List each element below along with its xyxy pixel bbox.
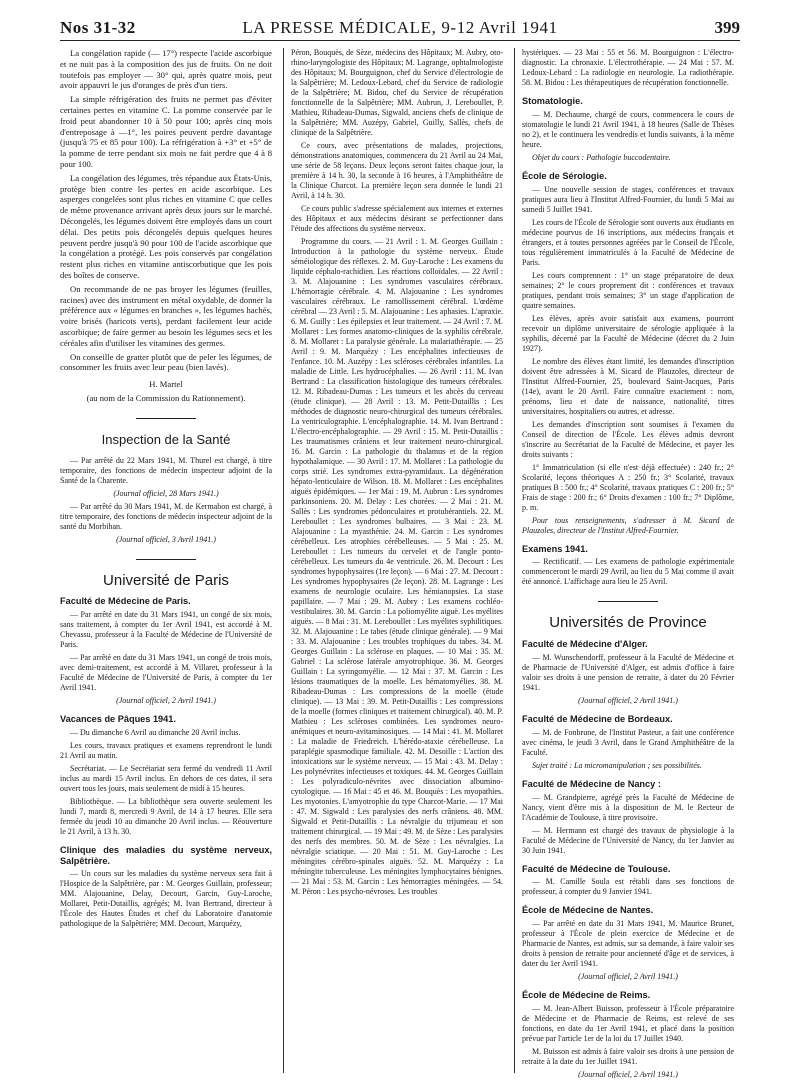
notice: — M. Hermann est chargé des travaux de physiologie à la Faculté de Médecine de l'Université de Nancy, du 1er Janvier au 30 Juin 1941. xyxy=(522,825,734,855)
section-title: Inspection de la Santé xyxy=(101,431,231,447)
source: (Journal officiel, 2 Avril 1941.) xyxy=(578,695,678,705)
subsection-title: Examens 1941. xyxy=(522,543,588,554)
notice: — Un cours sur les maladies du système nerveux sera fait à l'Hospice de la Salpêtrière, par : M. Georges Guillain, professeur; MM. Alajouanine, Delay, Decourt, Garcin, Guy-Laroche, Mollaret, Petit-Dutaillis, agrégés; M. Ivan Bertrand, directeur à l'École des Hautes Études et chef du Laboratoire d'anatomie pathologique de la Salpêtrière; MM. Decourt, Marquézy, xyxy=(60,869,272,929)
subsection-title: École de Médecine de Nantes. xyxy=(522,905,654,916)
subsection-title: Faculté de Médecine de Nancy : xyxy=(522,778,661,789)
column-3 xyxy=(522,48,734,1078)
section-separator xyxy=(136,418,196,419)
section-separator xyxy=(136,559,196,560)
paragraph: Péron, Bouquès, de Sèze, médecins des Hôpitaux; M. Aubry, oto-rhino-laryngologiste des Hôpitaux; M. Lagrange, ophtalmologiste des Hôpitaux; M. Bourguignon, chef du Service d'électrologie de la Salpêtrière; M. Ledoux-Lebard, chef du Service de radiologie de la Salpêtrière; M. Bidou, chef du Service de récupération fonctionnelle de la Salpêtrière; MM. Aubrun, J. Lereboullet, P. Mathieu, Ribadeau-Dumas, Sigwald, anciens chefs de clinique de la Salpêtrière; MM. Auzépy, Gabriel, Guilly, Sallès, chefs de clinique de la Salpêtrière. xyxy=(291,48,503,137)
notice: Le nombre des élèves étant limité, les demandes d'inscription doivent être adressées à M. Sicard de Plauzoles, directeur de l'Institut Alfred-Fournier, 25, boulevard Saint-Jacques, Paris (14e), avant le 20 Avril. Faire connaître exactement : nom, prénoms, lieu et date de naissance, nationalité, titres universitaires, hospitaliers ou autres, et adresse. xyxy=(522,356,734,416)
page-number: 399 xyxy=(714,18,740,37)
notice: — M. Jean-Albert Buisson, professeur à l'École préparatoire de Médecine et de Pharmacie de Reims, est relevé de ses fonctions, en date du 1er Avril 1941, et placé dans la position prévue par l'article 1er de la loi du 17 Juillet 1940. xyxy=(522,1003,734,1043)
paragraph: Ce cours public s'adresse spécialement aux internes et externes des Hôpitaux et aux médecins désirant se perfectionner dans l'étude des affections du système nerveux. xyxy=(291,204,503,233)
paragraph: hystériques. — 23 Mai : 55 et 56. M. Bourguignon : L'électro-diagnostic. La chronaxie. L'électrothérapie. — 24 Mai : 57. M. Ledoux-Lebard : La radiologie en neurologie. La radiothérapie. 58. M. Bidou : Les thérapeutiques de récupération fonctionnelle. xyxy=(522,48,734,87)
notice: Pour tous renseignements, s'adresser à M. Sicard de Plauzoles, directeur de l'Institut Alfred-Fournier. xyxy=(522,515,734,535)
issue-number: Nos 31-32 xyxy=(60,18,136,37)
signature: H. Martel xyxy=(149,379,183,390)
notice: — Par arrêté en date du 31 Mars 1941, un congé de six mois, sans traitement, à compter du 1er Avril 1941, est accordé à M. Chevassu, professeur à la Faculté de Médecine de l'Université de Paris. xyxy=(60,610,272,650)
source: (Journal officiel, 28 Mars 1941.) xyxy=(113,488,219,498)
column-2 xyxy=(291,48,503,1078)
subsection-title: Clinique des maladies du système nerveux, Salpêtrière. xyxy=(60,844,272,866)
paragraph: La simple réfrigération des fruits ne permet pas d'éviter certaines pertes en vitamine C. La pomme conservée par le froid peut abandonner 10 à 50 pour 100; après cinq mois d'entreposage à —1°, les poires peuvent perdre davantage (jusqu'à 75 et 85 pour 100). La réfrigération à +3° et +5° de la pomme de terre pendant six mois ne fait perdre que 4 à 8 pour 100. xyxy=(60,94,272,169)
notice: Secrétariat. — Le Secrétariat sera fermé du vendredi 11 Avril inclus au mardi 15 Avril inclus. En dehors de ces dates, il sera ouvert tous les jours, mais seulement de midi à 15 heures. xyxy=(60,763,272,793)
subsection-title: Faculté de Médecine de Bordeaux. xyxy=(522,713,673,724)
paragraph: La congélation rapide (— 17°) respecte l'acide ascorbique et ne nuit pas à la composition des jus de fruits. On ne doit toutefois pas employer — 30° qui, après quatre mois, peut avoir appauvri le jus d'oranges de près d'un tiers. xyxy=(60,48,272,91)
notice: 1° Immatriculation (si elle n'est déjà effectuée) : 240 fr.; 2° Scolarité, leçons théoriques A : 250 fr.; 3° Scolarité, travaux pratiques B : 500 fr.; 4° Scolarité, travaux pratiques C : 200 fr.; 5° Frais de stage : 200 fr.; 6° Droits d'examen : 100 fr.; 7° Diplôme, p. m. xyxy=(522,462,734,512)
source: (Journal officiel, 2 Avril 1941.) xyxy=(578,1069,678,1078)
notice: — M. Dechaume, chargé de cours, commencera le cours de stomatologie le lundi 21 Avril 1941, à 18 heures (Salle de Thèses no 2), et le continuera les vendredis et lundis suivants, à la même heure. xyxy=(522,109,734,149)
source: (Journal officiel, 3 Avril 1941.) xyxy=(116,534,216,544)
subsection-title: Vacances de Pâques 1941. xyxy=(60,714,176,725)
subsection-title: École de Médecine de Reims. xyxy=(522,990,651,1001)
notice: Les cours comprennent : 1° un stage préparatoire de deux semaines; 2° le cours proprement dit : conférences et travaux pratiques, pendant trois semaines; 3° un stage d'application de quatre semaines. xyxy=(522,270,734,310)
subsection-title: Stomatologie. xyxy=(522,96,583,106)
notice: — Par arrêté du 30 Mars 1941, M. de Kermabon est chargé, à titre temporaire, des fonctions de médecin inspecteur adjoint de la santé du Morbihan. xyxy=(60,501,272,531)
subsection-title: Faculté de Médecine de Paris. xyxy=(60,596,191,607)
notice: — M. de Fonbrune, de l'Institut Pasteur, a fait une conférence avec cinéma, le jeudi 3 Avril, dans le Grand Amphithéâtre de la Faculté. xyxy=(522,727,734,757)
section-title: Université de Paris xyxy=(103,571,229,589)
notice: — Rectificatif. — Les examens de pathologie expérimentale commenceront le mardi 29 Avril, au lieu du 5 Mai comme il avait été annoncé. L'affichage aura lieu le 25 Avril. xyxy=(522,557,734,587)
notice: Bibliothèque. — La bibliothèque sera ouverte seulement les lundi 7, mardi 8, mercredi 9 Avril, de 14 à 17 heures. Elle sera fermée du jeudi 10 au dimanche 20 Avril inclus. — Réouverture le 21 Avril, à 13 h. 30. xyxy=(60,796,272,836)
notice: — Par arrêté en date du 31 Mars 1941, un congé de trois mois, avec demi-traitement, est accordé à M. Villaret, professeur à la Faculté de Médecine de l'Université de Paris, à compter du 1er Avril 1941. xyxy=(60,653,272,693)
notice: Les élèves, après avoir satisfait aux examens, pourront recevoir un diplôme universitaire de sérologie appliquée à la syphilis, décerné par la Faculté de Médecine (décret du 2 Juin 1927). xyxy=(522,313,734,353)
notice: — Par arrêté en date du 31 Mars 1941, M. Maurice Brunet, professeur à l'École de plein exercice de Médecine et de Pharmacie de Nantes, est admis, sur sa demande, à faire valoir ses droits à pension de retraite pour ancienneté d'âge et de services, à dater du 1er Avril 1941. xyxy=(522,919,734,969)
signature-note: (au nom de la Commission du Rationnement). xyxy=(86,392,246,403)
paragraph: On conseille de gratter plutôt que de peler les légumes, de consommer les fruits avec leur peau (bien lavés). xyxy=(60,351,272,373)
notice: Objet du cours : Pathologie buccodentaire. xyxy=(532,152,671,162)
paragraph: On recommande de ne pas broyer les légumes (feuilles, racines) avec des instrument en métal oxydable, de donner la préférence aux « légumes en branches », les légumes hachés, voire brisés (haricots verts), perdant facilement leur acide ascorbique; de faire germer au besoin les légumes secs et les céréales afin d'utiliser les vitamines des germes. xyxy=(60,283,272,348)
section-title: Universités de Province xyxy=(549,614,707,632)
source: (Journal officiel, 2 Avril 1941.) xyxy=(116,696,216,706)
journal-title: LA PRESSE MÉDICALE, 9-12 Avril 1941 xyxy=(242,18,558,37)
notice: — Une nouvelle session de stages, conférences et travaux pratiques aura lieu à l'Institut Alfred-Fournier, du lundi 5 Mai au samedi 5 Juillet 1941. xyxy=(522,184,734,214)
notice: — M. Grandpierre, agrégé près la Faculté de Médecine de Nancy, vient d'être mis à la disposition de M. le Recteur de l'Académie de Toulouse, à titre provisoire. xyxy=(522,792,734,822)
section-separator xyxy=(598,601,658,602)
column-divider xyxy=(283,48,284,1073)
subsection-title: Faculté de Médecine d'Alger. xyxy=(522,639,648,650)
notice: — Par arrêté du 22 Mars 1941, M. Thurel est chargé, à titre temporaire, des fonctions de médecin inspecteur adjoint de la Santé de la Charente. xyxy=(60,455,272,485)
notice: — M. Camille Soula est rétabli dans ses fonctions de professeur, à compter du 9 Janvier 1941. xyxy=(522,877,734,897)
notice: Sujet traité : La micromanipulation ; ses possibilités. xyxy=(532,760,702,770)
paragraph: Ce cours, avec présentations de malades, projections, démonstrations anatomiques, commencera du 21 Avril au 24 Mai, une série de 58 leçons. Deux leçons seront faites chaque jour, la première à 14 h. 30, la seconde à 16 heures, à l'Amphithéâtre de la Clinique Charcot. La première leçon sera donnée le lundi 21 Avril, à 14 h. 30. xyxy=(291,141,503,200)
notice: Les cours de l'École de Sérologie sont ouverts aux étudiants en médecine pourvus de 16 inscriptions, aux médecins français et étrangers, et à toutes personnes agréées par le Conseil de l'École, tous régulièrement immatriculés à la Faculté de Médecine de Paris. xyxy=(522,217,734,267)
notice: M. Buisson est admis à faire valoir ses droits à une pension de retraite à la date du 1er Juillet 1941. xyxy=(522,1046,734,1066)
notice: Les cours, travaux pratiques et examens reprendront le lundi 21 Avril au matin. xyxy=(60,740,272,760)
source: (Journal officiel, 2 Avril 1941.) xyxy=(578,972,678,982)
paragraph: La congélation des légumes, très répandue aux États-Unis, protège bien contre les pertes en acide ascorbique. Les asperges congelées sont plus riches en vitamine C que celles de même provenance arrivant après deux jours sur le marché. Décongelés, les légumes doivent être employés dans un court délai. Des petits pois décongelés depuis quelques heures peuvent perdre jusqu'à 90 pour 100 de l'acide ascorbique que la congélation a protégé. Les pois conservés par congélation restent plus riches en vitamine antiscorbutique que les pois des boîtes de conserve. xyxy=(60,172,272,280)
page-header xyxy=(60,18,740,41)
column-1 xyxy=(60,48,272,1078)
course-programme: Programme du cours. — 21 Avril : 1. M. Georges Guillain : Introduction à la pathologie du système nerveux. Étude séméiologique des réflexes. 2. M. Guy-Laroche : Les examens du liquide céphalo-rachidien. Les réactions colloïdales. — 22 Avril : 3. M. Alajouanine : Les syndromes vasculaires cérébraux. L'hémorragie cérébrale. 4. M. Alajouanine : Les syndromes vasculaires cérébraux. Le ramollissement cérébral. L'œdème cérébral — 23 Avril : 5. M. Alajouanine : Les aphasies. L'apraxie. 6. M. Guilly : Les épilepsies et leur traitement. — 24 Avril : 7. M. Mollaret : Les formes anatomo-cliniques de la syphilis cérébrale. 8. M. Mollaret : La paralysie générale. La malariathérapie. — 25 Avril : 9. M. Marquézy : Les encéphalites infectieuses de l'enfance. 10. M. Auzépy : Les scléroses cérébrales infantiles. La maladie de Little. Les hydrocéphalies. — 26 Avril : 11. M. Ivan Bertrand : La classification histologique des tumeurs cérébrales. 12. M. Ribadeau-Dumas : Les tumeurs et les abcès du cerveau (étude clinique). — 28 Avril : 13. M. Petit-Dutaillis : Les méthodes de diagnostic neuro-chirurgical des tumeurs cérébrales. La ventriculographie. L'encéphalographie. 14. M. Ivan Bertrand : L'électro-encéphalographie. — 29 Avril : 15. M. Petit-Dutaillis : Les traumatismes crâniens et leur traitement neuro-chirurgical. 16. M. Garcin : La pathologie du thalamus et de la région hypothalamique. — 30 Avril : 17. M. Mollaret : La pathologie du corps strié. Les syndromes extra-pyramidaux. La dégénération hépato-lenticulaire de Wilson. 18. M. Mollaret : Les encéphalites aiguës épidémiques. — 1er Mai : 19. M. Aubrun : Les syndromes parkinsoniens. 20. M. Delay : Les chorées. — 2 Mai : 21. M. Sallès : Les syndromes pédonculaires et protubérantiels. 22. M. Lereboullet : Les syndromes bulbaires. — 3 Mai : 23. M. Alajouanine : La myasthénie. 24. M. Garcin : Les syndromes cérébelleux. Les atrophies cérébelleuses. — 5 Mai : 25. M. Lereboullet : Les tumeurs du cervelet et de l'angle ponto-cérébelleux. Les tumeurs du 4e ventricule. 26. M. Decourt : Les syndromes hypophysaires (1re leçon). — 6 Mai : 27. M. Decourt : Les syndromes hypophysaires (2e leçon). 28. M. Lagrange : Les examens de neurologie oculaire. Les hémianopsies. La stase papillaire. — 7 Mai : 29. M. Aubry : Les examens cochléo-vestibulaires. 30. M. Garcin : La poliomyélite aiguë. Les myélites aiguës. — 8 Mai : 31. M. Lereboullet : Les myélites syphilitiques. 32. M. Alajouanine : Le tabes (étude clinique générale). — 9 Mai : 33. M. Alajouanine : Les troubles trophiques du tabes. 34. M. Georges Guillain : La sclérose en plaques. — 10 Mai : 35. M. Gabriel : La sclérose latérale amyotrophique. 36. M. Georges Guillain : La syringomyélie. — 12 Mai : 37. M. Garcin : Les lésions traumatiques de la moelle. Les hématomyélies. 38. M. Ribadeau-Dumas : Les compressions de la moelle (étude clinique). — 13 Mai : 39. M. Petit-Dutaillis : Les compressions de la moelle (formes cliniques et traitement chirurgical). 40. M. P. Mathieu : Les scléroses combinées. Les syndromes neuro-anémiques et neuro-avitaminosiques. — 14 Mai : 41. M. Mollaret : La maladie de Friedreich. L'hérédo-ataxie cérébelleuse. La paraplégie spasmodique familiale. 42. M. Desoille : L'action des intoxications sur le système nerveux. — 15 Mai : 43. M. Delay : Les polynévrites infectieuses et toxiques. 44. M. Georges Guillain : Les polyradiculo-névrites avec dissociation albumino-cytologique. — 16 Mai : 45 et 46. M. Bouquès : Les myopathies. Les myotonies. L'amyotrophie du type Charcot-Marie. — 17 Mai : 47. M. Sigwald : Les paralysies des nerfs crâniens. 48. MM. Sigwald et Petit-Dutaillis : La névralgie du trijumeau et son traitement chirurgical. — 19 Mai : 49. M. de Sèze : Les paralysies des nerfs des membres. 50. M. de Sèze : Les névralgies. La névralgie sciatique. — 20 Mai : 51. M. Guy-Laroche : Les méningites cérébro-spinales aiguës. 52. M. Marquézy : La méningite tuberculeuse. Les méningites lymphocytaires bénignes. — 21 Mai : 53. M. Garcin : Les hémorragies méningées. — 54. M. Péron : Les psycho-névroses. Les troubles xyxy=(291,237,503,896)
column-divider xyxy=(514,48,515,1073)
notice: — M. Wunschendorff, professeur à la Faculté de Médecine et de Pharmacie de l'Université d'Alger, est admis d'office à faire valoir ses droits à une pension de retraite, à dater du 20 Février 1941. xyxy=(522,652,734,692)
notice: Les demandes d'inscription sont soumises à l'examen du Conseil de direction de l'École. Les élèves admis devront s'inscrire au Secrétariat de la Faculté de Médecine, et payer les droits suivants : xyxy=(522,419,734,459)
subsection-title: École de Sérologie. xyxy=(522,170,607,181)
notice: — Du dimanche 6 Avril au dimanche 20 Avril inclus. xyxy=(70,727,241,737)
subsection-title: Faculté de Médecine de Toulouse. xyxy=(522,863,671,874)
